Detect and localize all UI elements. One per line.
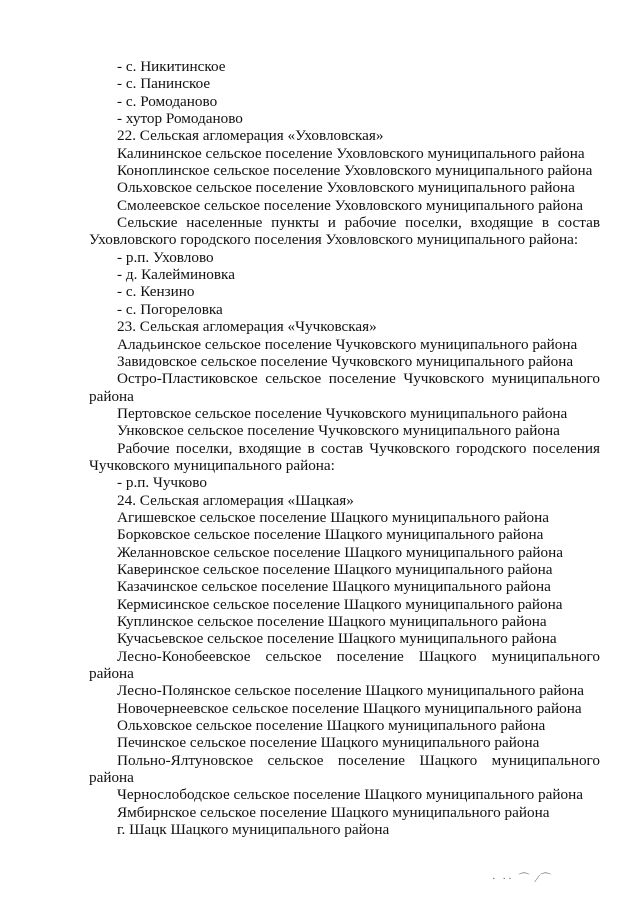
text-line: Рабочие поселки, входящие в состав Чучковского городского поселения <box>117 439 600 457</box>
text-line: Польно-Ялтуновское сельское поселение Шацкого муниципального <box>117 751 600 769</box>
text-line: Борковское сельское поселение Шацкого муниципального района <box>117 526 544 544</box>
text-line: Ольховское сельское поселение Уховловского муниципального района <box>117 179 575 197</box>
text-line: района <box>89 387 134 405</box>
text-line: Пертовское сельское поселение Чучковского муниципального района <box>117 404 568 422</box>
text-line: - с. Панинское <box>117 75 211 93</box>
text-line: - с. Погореловка <box>117 300 223 318</box>
text-line: Агишевское сельское поселение Шацкого муниципального района <box>117 508 549 526</box>
text-line: - с. Ромоданово <box>117 92 218 110</box>
text-line: Унковское сельское поселение Чучковского муниципального района <box>117 422 560 440</box>
text-line: - хутор Ромоданово <box>117 110 243 128</box>
text-line: района <box>89 769 134 787</box>
text-line: Печинское сельское поселение Шацкого муниципального района <box>117 734 540 752</box>
scan-marks: · ·· ⌒ ⁄⌒ <box>492 873 554 885</box>
text-line: 23. Сельская агломерация «Чучковская» <box>117 318 377 336</box>
text-line: 22. Сельская агломерация «Уховловская» <box>117 127 384 145</box>
text-line: Казачинское сельское поселение Шацкого муниципального района <box>117 578 551 596</box>
text-line: района <box>89 665 134 683</box>
text-line: - д. Калейминовка <box>117 266 235 284</box>
document-body <box>89 58 600 838</box>
text-line: - с. Никитинское <box>117 58 226 75</box>
text-line: Аладьинское сельское поселение Чучковского муниципального района <box>117 335 578 353</box>
text-line: Чернослободское сельское поселение Шацкого муниципального района <box>117 786 583 804</box>
text-line: Коноплинское сельское поселение Уховловского муниципального района <box>117 162 593 180</box>
text-line: Каверинское сельское поселение Шацкого муниципального района <box>117 560 553 578</box>
text-line: - с. Кензино <box>117 283 195 301</box>
text-line: Лесно-Полянское сельское поселение Шацкого муниципального района <box>117 682 585 700</box>
text-line: Смолеевское сельское поселение Уховловского муниципального района <box>117 196 584 214</box>
text-line: Остро-Пластиковское сельское поселение Чучковского муниципального <box>117 370 600 388</box>
text-line: Уховловского городского поселения Уховловского муниципального района: <box>89 231 579 249</box>
text-line: Кермисинское сельское поселение Шацкого муниципального района <box>117 595 563 613</box>
text-line: Завидовское сельское поселение Чучковского муниципального района <box>117 352 574 370</box>
text-line: Ольховское сельское поселение Шацкого муниципального района <box>117 717 546 735</box>
text-line: Куплинское сельское поселение Шацкого муниципального района <box>117 613 547 630</box>
text-line: Сельские населенные пункты и рабочие поселки, входящие в состав <box>117 214 600 232</box>
text-line: Калининское сельское поселение Уховловского муниципального района <box>117 144 585 162</box>
text-line: - р.п. Уховлово <box>117 248 214 266</box>
text-line: Ямбирнское сельское поселение Шацкого муниципального района <box>117 803 550 821</box>
text-line: г. Шацк Шацкого муниципального района <box>117 821 390 839</box>
text-line: Новочернеевское сельское поселение Шацкого муниципального района <box>117 699 582 717</box>
text-line: - р.п. Чучково <box>117 474 207 492</box>
text-line: Лесно-Конобеевское сельское поселение Шацкого муниципального <box>117 647 600 665</box>
text-line: 24. Сельская агломерация «Шацкая» <box>117 491 354 509</box>
text-line: Желанновское сельское поселение Шацкого муниципального района <box>117 543 563 561</box>
text-line: Кучасьевское сельское поселение Шацкого муниципального района <box>117 630 557 648</box>
text-line: Чучковского муниципального района: <box>89 456 335 474</box>
